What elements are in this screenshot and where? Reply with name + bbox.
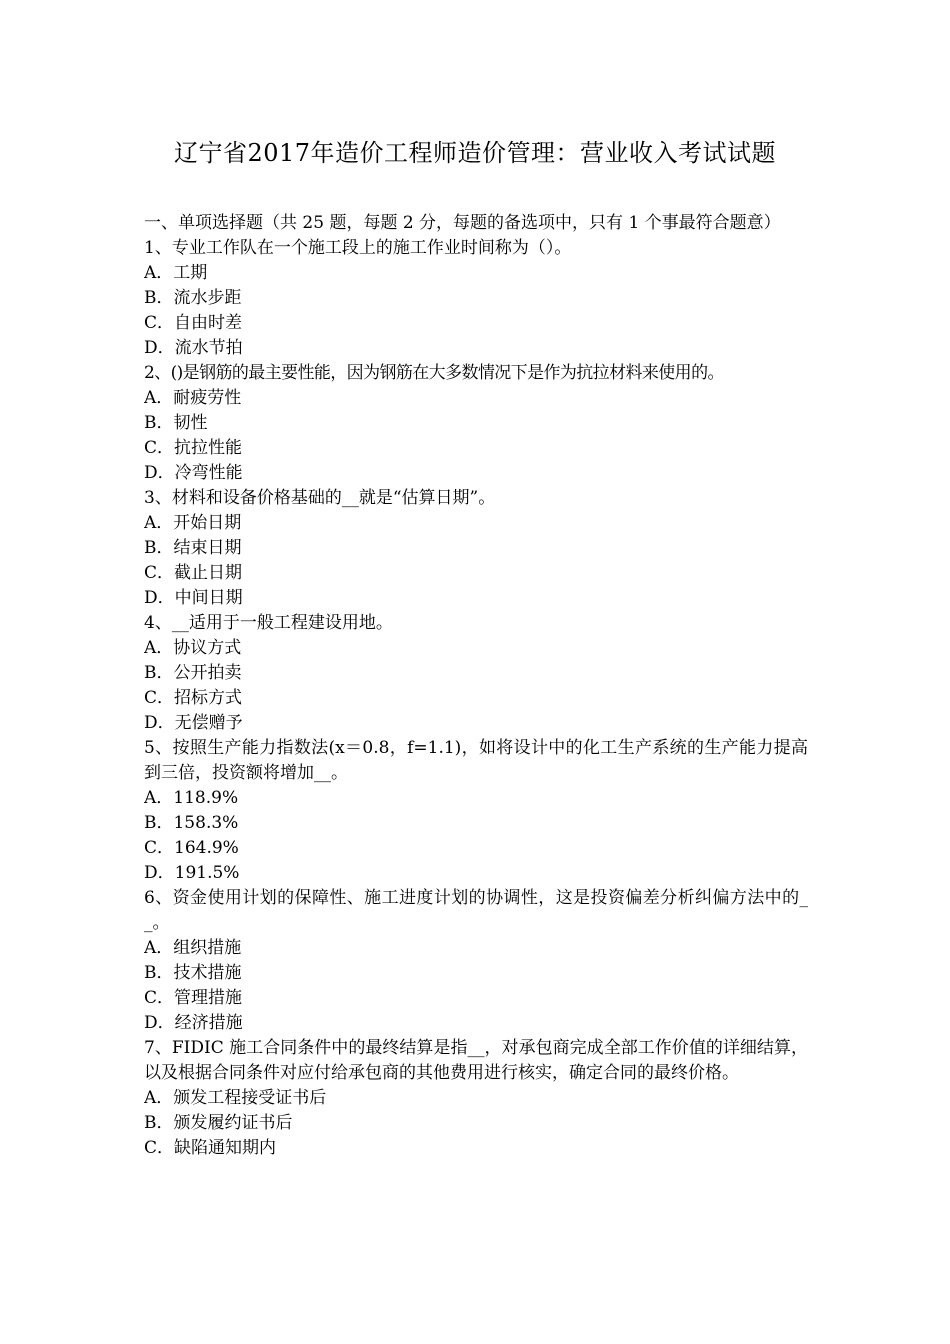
option-b: B．颁发履约证书后 [144, 1113, 293, 1133]
question-6 [144, 886, 808, 1036]
document-title: 辽宁省2017年造价工程师造价管理：营业收入考试试题 [173, 139, 777, 167]
option-d: D．经济措施 [144, 1013, 243, 1033]
question-text: 2、()是钢筋的最主要性能，因为钢筋在大多数情况下是作为抗拉材料来使用的。 [144, 363, 724, 383]
option-a: A．工期 [144, 263, 208, 283]
option-d: D．流水节拍 [144, 338, 243, 358]
option-b: B．技术措施 [144, 963, 242, 983]
option-b: B．流水步距 [144, 288, 242, 308]
option-c: C．164.9% [144, 838, 239, 858]
option-c: C．招标方式 [144, 688, 243, 708]
section-heading: 一、单项选择题（共 25 题，每题 2 分，每题的备选项中，只有 1 个事最符合题意） [144, 213, 781, 233]
option-d: D．191.5% [144, 863, 240, 883]
question-text: 1、专业工作队在一个施工段上的施工作业时间称为（）。 [144, 238, 572, 258]
option-b: B．韧性 [144, 413, 208, 433]
option-a: A．耐疲劳性 [144, 388, 242, 408]
option-b: B．公开拍卖 [144, 663, 242, 683]
option-b: B．结束日期 [144, 538, 242, 558]
question-4 [144, 611, 808, 736]
option-b: B．158.3% [144, 813, 239, 833]
question-text: 3、材料和设备价格基础的__就是“估算日期”。 [144, 488, 496, 508]
question-7 [144, 1036, 808, 1161]
question-2 [144, 361, 808, 486]
option-c: C．缺陷通知期内 [144, 1138, 277, 1158]
question-1 [144, 236, 808, 361]
option-d: D．冷弯性能 [144, 463, 243, 483]
option-d: D．中间日期 [144, 588, 243, 608]
option-a: A．协议方式 [144, 638, 242, 658]
option-a: A．开始日期 [144, 513, 242, 533]
option-a: A．颁发工程接受证书后 [144, 1088, 327, 1108]
question-5 [144, 736, 808, 886]
option-c: C．自由时差 [144, 313, 243, 333]
question-text: 5、按照生产能力指数法(x＝0.8，f=1.1)，如将设计中的化工生产系统的生产能力提高到三倍，投资额将增加__。 [144, 738, 808, 783]
option-c: C．抗拉性能 [144, 438, 243, 458]
option-d: D．无偿赠予 [144, 713, 243, 733]
question-3 [144, 486, 808, 611]
question-text: 4、__适用于一般工程建设用地。 [144, 613, 393, 633]
option-c: C．管理措施 [144, 988, 243, 1008]
question-text: 6、资金使用计划的保障性、施工进度计划的协调性，这是投资偏差分析纠偏方法中的__。 [144, 888, 808, 933]
option-a: A．组织措施 [144, 938, 242, 958]
option-c: C．截止日期 [144, 563, 243, 583]
option-a: A．118.9% [144, 788, 239, 808]
question-list [144, 211, 808, 1161]
question-text: 7、FIDIC 施工合同条件中的最终结算是指__，对承包商完成全部工作价值的详细结算，以及根据合同条件对应付给承包商的其他费用进行核实，确定合同的最终价格。 [144, 1038, 808, 1083]
